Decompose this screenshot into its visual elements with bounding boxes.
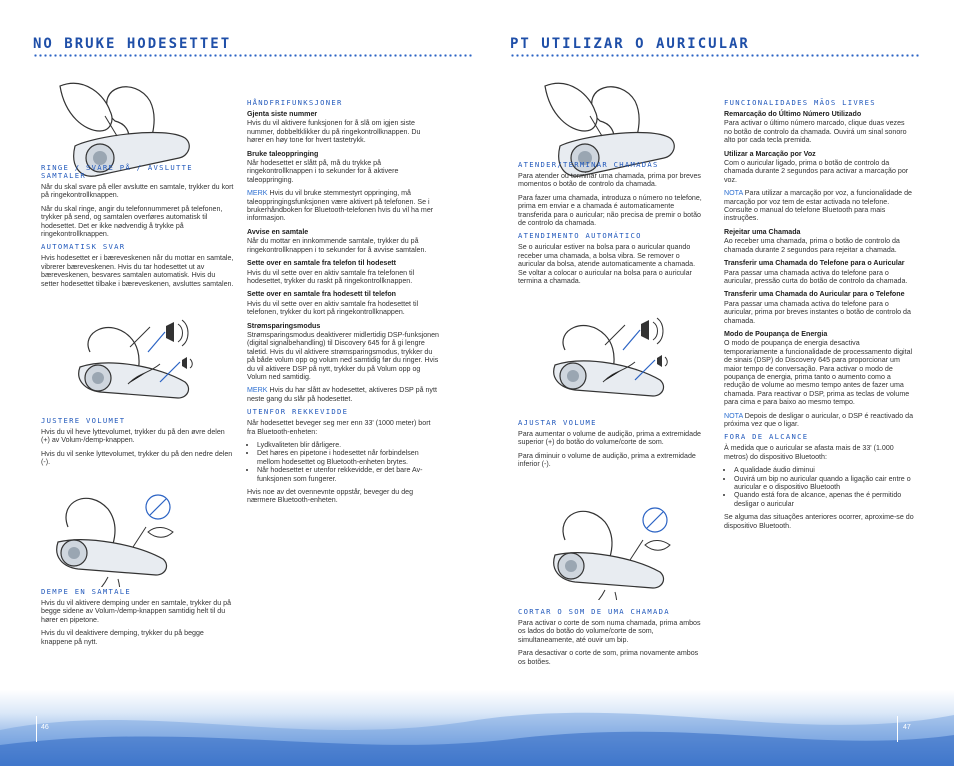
ajustar-paragraph-2: Para diminuir o volume de audição, prima a extremidade inferior (-). bbox=[518, 451, 696, 469]
right-column-1 bbox=[518, 157, 703, 290]
transf2-title: Transferir uma Chamada do Auricular para o Telefone bbox=[724, 290, 905, 299]
headset-volume-illustration bbox=[70, 312, 200, 412]
left-column-1 bbox=[41, 160, 234, 293]
volume-heading: JUSTERE VOLUMET bbox=[41, 416, 126, 425]
modo-title: Modo de Poupança de Energia bbox=[724, 329, 828, 338]
left-column-1-volume bbox=[41, 413, 234, 472]
tale-title: Bruke taleoppringing bbox=[247, 149, 319, 158]
footer-wave-decoration bbox=[0, 690, 954, 766]
cortar-heading: CORTAR O SOM DE UMA CHAMADA bbox=[518, 607, 670, 616]
atender-paragraph-2: Para fazer uma chamada, introduza o número no telefone, prima em enviar e a chamada é automaticamente transferida para o auricular; não precisa de premir o botão de controlo da chamada. bbox=[518, 193, 702, 228]
fora-heading: FORA DE ALCANCE bbox=[724, 432, 809, 442]
left-column-2 bbox=[247, 95, 439, 510]
handfri-heading: HÅNDFRIFUNKSJONER bbox=[247, 98, 343, 107]
utenfor-heading: UTENFOR REKKEVIDDE bbox=[247, 407, 349, 417]
left-column-1-mute bbox=[41, 584, 234, 651]
ajustar-heading: AJUSTAR VOLUME bbox=[518, 418, 597, 427]
right-page-number: 47 bbox=[903, 724, 911, 731]
demp-paragraph-1: Hvis du vil aktivere demping under en samtale, trykker du på begge sidene av Volum-/demp-knappen samtidig helt til du hører en pipetone. bbox=[41, 599, 232, 624]
list-item: • Quando está fora de alcance, apenas the é permitido desligar o auricular bbox=[734, 491, 914, 508]
remarcacao-paragraph: Para activar o último número marcado, clique duas vezes no botão de controlo da chamada. Ouvirá um sinal sonoro alto por cada tecla premida. bbox=[724, 119, 907, 145]
funcionalidades-heading: FUNCIONALIDADES MÃOS LIVRES bbox=[724, 98, 876, 107]
right-page-title: PT UTILIZAR O AURICULAR bbox=[510, 36, 750, 52]
auto-svar-heading: AUTOMATISK SVAR bbox=[41, 242, 126, 252]
tale-paragraph: Når hodesettet er slått på, må du trykke på ringekontrollknappen i to sekunder for å aktivere taleoppringing. bbox=[247, 159, 399, 184]
list-item: • Ouvirá um bip no auricular quando a ligação cair entre o auricular e o dispositivo Bluetooth bbox=[734, 475, 914, 492]
utenfor-paragraph-2: Hvis noe av det ovennevnte oppstår, beveger du deg nærmere Bluetooth-enheten. bbox=[247, 488, 414, 505]
cortar-paragraph-2: Para desactivar o corte de som, prima novamente ambos os botões. bbox=[518, 649, 699, 666]
avvise-paragraph: Når du mottar en innkommende samtale, trykker du på ringekontrollknappen i to sekunder for å avvise samtalen. bbox=[247, 237, 427, 254]
ringe-heading: RINGE / SVARE PÅ / AVSLUTTE SAMTALER bbox=[41, 163, 193, 180]
voz-title: Utilizar a Marcação por Voz bbox=[724, 149, 816, 158]
ajustar-paragraph-1: Para aumentar o volume de audição, prima a extremidade superior (+) do botão do volume/corte de som. bbox=[518, 430, 701, 447]
headset-volume-illustration-pt bbox=[545, 310, 675, 410]
nota-note-1: NOTA Para utilizar a marcação por voz, a funcionalidade de marcação por voz tem de estar activada no telefone. Consulte o manual do telefone Bluetooth para mais instruções. bbox=[724, 189, 912, 223]
list-item: • Lydkvaliteten blir dårligere. bbox=[257, 441, 439, 449]
sette-tel-title: Sette over en samtale fra telefon til hodesett bbox=[247, 259, 397, 268]
list-item: • A qualidade áudio diminui bbox=[734, 466, 914, 474]
atendimento-heading: ATENDIMENTO AUTOMÁTICO bbox=[518, 231, 642, 241]
headset-mute-illustration bbox=[48, 487, 218, 587]
left-page-number-rule bbox=[36, 716, 37, 742]
sette-hod-paragraph: Hvis du vil sette over en aktiv samtale fra hodesettet til telefonen, trykker du kort på ringekontrollknappen. bbox=[247, 299, 419, 317]
fora-list bbox=[724, 466, 914, 508]
ringe-paragraph-2: Når du skal ringe, angir du telefonnummeret på telefonen, trykker på send, og samtalen overføres automatisk til hodesettet. Det er ikke nødvendig å trykke på ringekontrollknappen. bbox=[41, 204, 223, 239]
gjenta-paragraph: Hvis du vil aktivere funksjonen for å slå om igjen siste nummer, dobbeltklikker du på ringekontrollknappen. Du hører en høy tone for hvert tastetrykk. bbox=[247, 119, 421, 145]
atender-paragraph-1: Para atender ou terminar uma chamada, prima por breves momentos o botão de controlo da chamada. bbox=[518, 172, 701, 189]
headset-mute-illustration-pt bbox=[545, 500, 715, 600]
transf1-paragraph: Para passar uma chamada activa do telefone para o auricular, pressão curta do botão de controlo da chamada. bbox=[724, 268, 908, 285]
cortar-paragraph-1: Para activar o corte de som numa chamada, prima ambos os lados do botão do volume/corte de som, simultaneamente, até ouvir um bip. bbox=[518, 619, 701, 644]
list-item: • Når hodesettet er utenfor rekkevidde, er det bare Av-funksjonen som fungerer. bbox=[257, 466, 439, 483]
voz-paragraph: Com o auricular ligado, prima o botão de controlo da chamada durante 2 segundos para activar a marcação por voz. bbox=[724, 159, 909, 184]
demp-paragraph-2: Hvis du vil deaktivere demping, trykker du på begge knappene på nytt. bbox=[41, 629, 204, 646]
ringe-paragraph-1: Når du skal svare på eller avslutte en samtale, trykker du kort på ringekontrollknappen. bbox=[41, 183, 234, 200]
merk-note-2: MERK Hvis du har slått av hodesettet, aktiveres DSP på nytt neste gang du slår på hodesettet. bbox=[247, 386, 437, 403]
modo-paragraph: O modo de poupança de energia desactiva temporariamente a funcionalidade de processamento digital de sinais (DSP) do Discovery 645 para proporcionar um maior tempo de conversação. Para activar o modo de poupança de energia, prima tanto o aumento como a redução de volume ao mesmo tempo antes de fazer uma chamada. Para reactivar o DSP, prima as teclas de volume para cima e para baixo ao mesmo tempo. bbox=[724, 339, 913, 407]
demp-heading: DEMPE EN SAMTALE bbox=[41, 587, 132, 596]
right-page-number-rule bbox=[897, 716, 898, 742]
auto-svar-paragraph: Hvis hodesettet er i bæreveskenen når du mottar en samtale, vibrerer bæreveskenen. Hvis du tar hodesettet ut av bæreveskenen, besvares samtalen automatisk. Hvis du setter hodesettet tilbake i bæreveskenen, avsluttes samtalen. bbox=[41, 254, 234, 288]
rejeitar-paragraph: Ao receber uma chamada, prima o botão de controlo da chamada durante 2 segundos para rejeitar a chamada. bbox=[724, 237, 900, 254]
atender-heading: ATENDER/TERMINAR CHAMADAS bbox=[518, 160, 659, 169]
fora-paragraph: À medida que o auricular se afasta mais de 33' (1.000 metros) do dispositivo Bluetooth: bbox=[724, 444, 894, 461]
right-column-2 bbox=[724, 95, 914, 535]
utenfor-list bbox=[247, 441, 439, 483]
strom-paragraph: Strømsparingsmodus deaktiverer midlertidig DSP-funksjonen (digital signalbehandling) til Discovery 645 for å gi lengre taletid. Hvis du vil aktivere strømsparingsmodus, trykker du på både volum opp og volum ned samtidig før du ringer. Hvis du vil aktivere DSP på nytt, trykker du på Volum opp og Volum ned samtidig. bbox=[247, 330, 440, 381]
transf2-paragraph: Para passar uma chamada activa do telefone para o auricular, prima por breves instantes o botão de controlo da chamada. bbox=[724, 299, 911, 325]
list-item: • Det høres en pipetone i hodesettet når forbindelsen mellom hodesettet og Bluetooth-enheten brytes. bbox=[257, 449, 439, 466]
utenfor-paragraph: Når hodesettet beveger seg mer enn 33' (1000 meter) bort fra Bluetooth-enheten: bbox=[247, 419, 431, 436]
left-page-title: NO BRUKE HODESETTET bbox=[33, 36, 232, 52]
gjenta-title: Gjenta siste nummer bbox=[247, 110, 318, 118]
avvise-title: Avvise en samtale bbox=[247, 227, 309, 236]
sette-hod-title: Sette over en samtale fra hodesett til telefon bbox=[247, 290, 397, 299]
strom-title: Strømsparingsmodus bbox=[247, 321, 321, 330]
left-title-dotted-rule bbox=[33, 54, 473, 57]
sette-tel-paragraph: Hvis du vil sette over en aktiv samtale fra telefonen til hodesettet, trykker du raskt på ringekontrollknappen. bbox=[247, 268, 415, 285]
volume-paragraph-1: Hvis du vil heve lyttevolumet, trykker du på den øvre delen (+) av Volum-/demp-knappen. bbox=[41, 428, 225, 445]
nota-note-2: NOTA Depois de desligar o auricular, o DSP é reactivado da próxima vez que o ligar. bbox=[724, 411, 914, 428]
merk-note-1: MERK Hvis du vil bruke stemmestyrt oppringing, må taleoppringingsfunksjonen være aktivert på telefonen. Se i brukerhåndboken for Bluetooth-telefonen hvis du vil ha mer informasjon. bbox=[247, 189, 434, 223]
right-column-1-volume bbox=[518, 415, 703, 474]
right-title-dotted-rule bbox=[510, 54, 920, 57]
right-column-1-mute bbox=[518, 604, 703, 671]
rejeitar-title: Rejeitar uma Chamada bbox=[724, 227, 801, 236]
fora-paragraph-2: Se alguma das situações anteriores ocorrer, aproxime-se do dispositivo Bluetooth. bbox=[724, 513, 914, 530]
remarcacao-title: Remarcação do Último Número Utilizado bbox=[724, 110, 862, 118]
atendimento-paragraph: Se o auricular estiver na bolsa para o auricular quando receber uma chamada, a bolsa vibra. Se remover o auricular da bolsa, atende automaticamente a chamada. Se voltar a colocar o auricular na bolsa para o auricular termina a chamada. bbox=[518, 243, 696, 286]
transf1-title: Transferir uma Chamada do Telefone para o Auricular bbox=[724, 259, 905, 268]
volume-paragraph-2: Hvis du vil senke lyttevolumet, trykker du på den nedre delen (-). bbox=[41, 449, 233, 467]
left-page-number: 46 bbox=[41, 724, 49, 731]
